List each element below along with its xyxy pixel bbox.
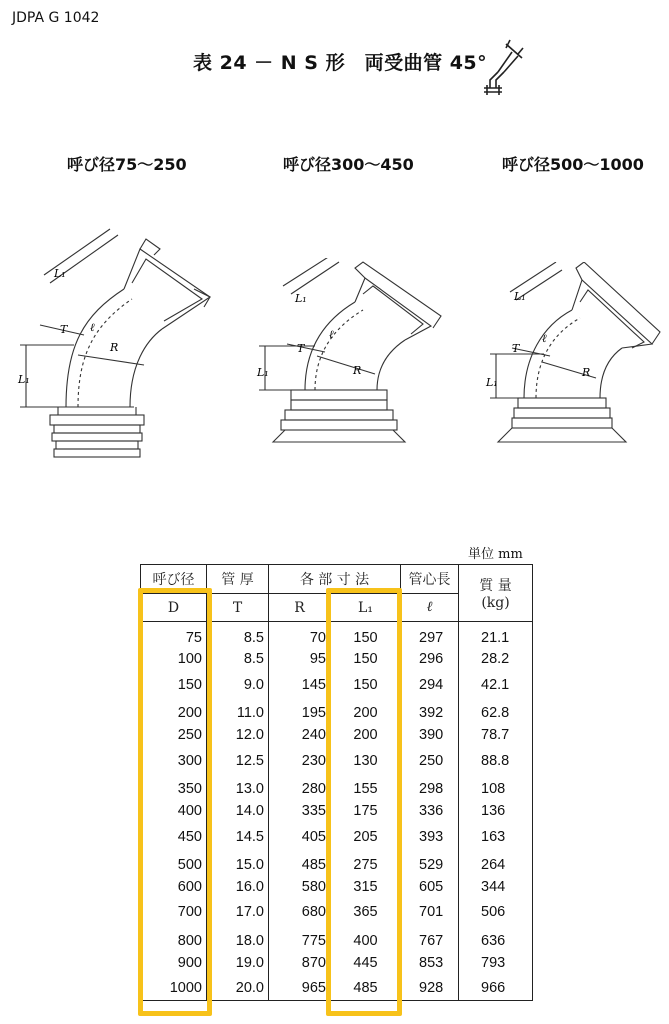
- label-r: R: [353, 364, 362, 377]
- highlight-box-l1-column: [326, 588, 402, 1016]
- table-cell: 200: [331, 723, 401, 748]
- table-cell: 335: [269, 799, 331, 824]
- table-cell: 365: [331, 900, 401, 925]
- table-cell: 300: [141, 748, 207, 773]
- table-cell: 500: [141, 849, 207, 874]
- table-cell: 28.2: [459, 647, 533, 672]
- table-cell: 8.5: [207, 622, 269, 647]
- table-cell: 250: [401, 748, 459, 773]
- table-cell: 205: [331, 824, 401, 849]
- label-l1: L₁: [18, 373, 30, 386]
- table-cell: 95: [269, 647, 331, 672]
- table-cell: 793: [459, 950, 533, 975]
- table-cell: 62.8: [459, 697, 533, 722]
- table-cell: 700: [141, 900, 207, 925]
- table-cell: 350: [141, 773, 207, 798]
- table-cell: 9.0: [207, 672, 269, 697]
- table-cell: 75: [141, 622, 207, 647]
- table-cell: 175: [331, 799, 401, 824]
- figure-caption-small: 呼び径75～250: [67, 155, 187, 174]
- table-cell: 108: [459, 773, 533, 798]
- table-cell: 450: [141, 824, 207, 849]
- table-cell: 636: [459, 925, 533, 950]
- table-cell: 17.0: [207, 900, 269, 925]
- header-d: D: [141, 594, 207, 622]
- label-t: T: [60, 323, 68, 336]
- table-cell: 767: [401, 925, 459, 950]
- table-cell: 870: [269, 950, 331, 975]
- bend-pipe-icon: [476, 34, 524, 96]
- table-cell: 200: [331, 697, 401, 722]
- table-cell: 344: [459, 874, 533, 899]
- table-cell: 19.0: [207, 950, 269, 975]
- table-cell: 336: [401, 799, 459, 824]
- table-cell: 405: [269, 824, 331, 849]
- header-l1: L₁: [331, 594, 401, 622]
- table-cell: 900: [141, 950, 207, 975]
- table-cell: 78.7: [459, 723, 533, 748]
- header-mass: [459, 565, 533, 622]
- table-cell: 264: [459, 849, 533, 874]
- table-cell: 296: [401, 647, 459, 672]
- label-ell: ℓ: [90, 321, 95, 334]
- table-cell: 400: [331, 925, 401, 950]
- table-cell: 400: [141, 799, 207, 824]
- table-cell: 928: [401, 976, 459, 1001]
- header-ell: ℓ: [401, 594, 459, 622]
- table-cell: 315: [331, 874, 401, 899]
- table-cell: 485: [269, 849, 331, 874]
- table-cell: 12.5: [207, 748, 269, 773]
- table-cell: 136: [459, 799, 533, 824]
- label-ell: ℓ: [542, 332, 547, 345]
- table-cell: 230: [269, 748, 331, 773]
- table-cell: 298: [401, 773, 459, 798]
- table-cell: 145: [269, 672, 331, 697]
- table-cell: 280: [269, 773, 331, 798]
- header-r: R: [269, 594, 331, 622]
- label-r: R: [110, 341, 119, 354]
- figure-caption-medium: 呼び径300～450: [283, 155, 414, 174]
- table-cell: 14.5: [207, 824, 269, 849]
- label-t: T: [297, 342, 305, 355]
- header-mass-label: 質 量: [479, 578, 512, 594]
- table-cell: 8.5: [207, 647, 269, 672]
- table-cell: 297: [401, 622, 459, 647]
- label-l1-top: L₁: [514, 290, 526, 303]
- table-cell: 100: [141, 647, 207, 672]
- table-cell: 11.0: [207, 697, 269, 722]
- table-cell: 445: [331, 950, 401, 975]
- document-code: JDPA G 1042: [12, 10, 100, 26]
- table-cell: 150: [331, 622, 401, 647]
- table-cell: 12.0: [207, 723, 269, 748]
- table-cell: 70: [269, 622, 331, 647]
- header-center-length: 管心長: [401, 565, 459, 594]
- table-cell: 775: [269, 925, 331, 950]
- label-r: R: [582, 366, 591, 379]
- label-l1: L₁: [257, 366, 269, 379]
- header-nominal-diameter: 呼び径: [141, 565, 207, 594]
- header-thickness: 管 厚: [207, 565, 269, 594]
- table-cell: 393: [401, 824, 459, 849]
- page-title: 表 24 － N S 形 両受曲管 45°: [193, 52, 488, 74]
- table-cell: 16.0: [207, 874, 269, 899]
- table-cell: 1000: [141, 976, 207, 1001]
- table-cell: 800: [141, 925, 207, 950]
- table-cell: 853: [401, 950, 459, 975]
- table-cell: 195: [269, 697, 331, 722]
- table-cell: 600: [141, 874, 207, 899]
- table-cell: 200: [141, 697, 207, 722]
- table-cell: 605: [401, 874, 459, 899]
- table-cell: 392: [401, 697, 459, 722]
- table-cell: 14.0: [207, 799, 269, 824]
- table-cell: 275: [331, 849, 401, 874]
- label-l1: L₁: [486, 376, 498, 389]
- header-dimensions: 各 部 寸 法: [269, 565, 401, 594]
- highlight-box-d-column: [138, 588, 212, 1016]
- label-ell: ℓ: [329, 328, 334, 341]
- table-cell: 150: [331, 647, 401, 672]
- table-cell: 680: [269, 900, 331, 925]
- label-l1-top: L₁: [54, 267, 66, 280]
- figure-caption-large: 呼び径500～1000: [502, 155, 644, 174]
- label-l1-top: L₁: [295, 292, 307, 305]
- table-cell: 390: [401, 723, 459, 748]
- table-cell: 42.1: [459, 672, 533, 697]
- label-t: T: [512, 342, 520, 355]
- table-cell: 485: [331, 976, 401, 1001]
- pipe-drawing-small: [14, 225, 214, 470]
- table-cell: 18.0: [207, 925, 269, 950]
- table-cell: 155: [331, 773, 401, 798]
- table-cell: 965: [269, 976, 331, 1001]
- table-cell: 294: [401, 672, 459, 697]
- table-cell: 21.1: [459, 622, 533, 647]
- table-cell: 150: [141, 672, 207, 697]
- table-cell: 580: [269, 874, 331, 899]
- table-cell: 88.8: [459, 748, 533, 773]
- unit-label: 単位 mm: [468, 547, 523, 562]
- table-cell: 529: [401, 849, 459, 874]
- table-cell: 701: [401, 900, 459, 925]
- table-cell: 150: [331, 672, 401, 697]
- header-mass-unit: (kg): [481, 595, 510, 611]
- table-cell: 250: [141, 723, 207, 748]
- table-cell: 20.0: [207, 976, 269, 1001]
- table-cell: 506: [459, 900, 533, 925]
- header-t: T: [207, 594, 269, 622]
- table-cell: 163: [459, 824, 533, 849]
- table-cell: 13.0: [207, 773, 269, 798]
- pipe-drawing-medium: [255, 258, 445, 454]
- table-cell: 15.0: [207, 849, 269, 874]
- table-cell: 240: [269, 723, 331, 748]
- table-cell: 966: [459, 976, 533, 1001]
- table-cell: 130: [331, 748, 401, 773]
- pipe-drawing-large: [484, 262, 664, 454]
